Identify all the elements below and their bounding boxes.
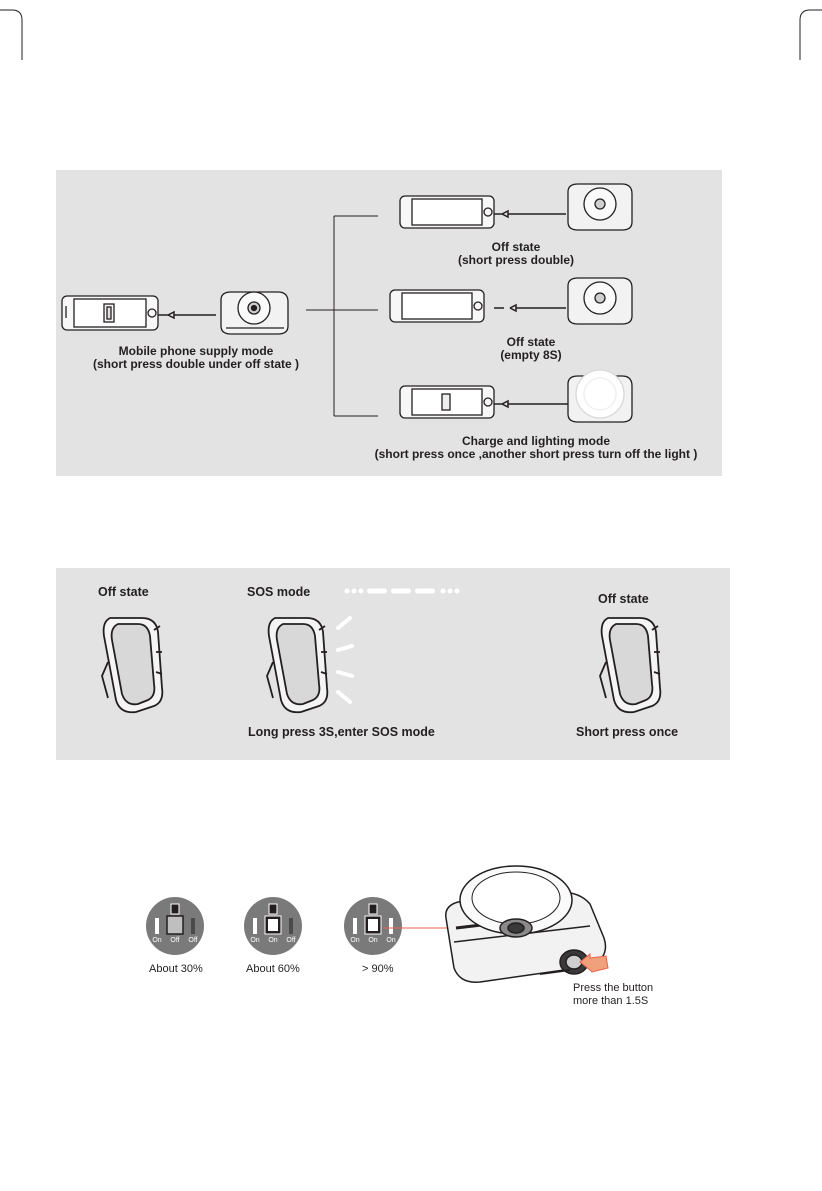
indicator-caption-30: About 30%	[149, 963, 203, 975]
branch1-label-line1: Off state	[491, 240, 541, 254]
cable	[494, 211, 566, 217]
lit-power-bank-icon	[568, 370, 632, 422]
cable	[158, 312, 216, 318]
branch2-label-line1: Off state	[506, 335, 556, 349]
indicator-label: On	[386, 937, 396, 944]
headlamp-side-view-left	[96, 612, 168, 718]
indicator-label: Off	[286, 937, 296, 944]
left-label-line1: Mobile phone supply mode	[118, 344, 274, 358]
indicator-label: On	[268, 937, 278, 944]
phone-icon	[400, 196, 494, 228]
short-press-caption: Short press once	[576, 725, 679, 739]
branch-bracket	[296, 170, 386, 430]
phone-icon	[62, 296, 158, 330]
indicator-caption-60: About 60%	[246, 963, 300, 975]
indicator-label: On	[350, 937, 360, 944]
crop-mark-left	[0, 0, 30, 60]
power-bank-icon	[568, 184, 632, 230]
indicator-label: Off	[188, 937, 198, 944]
cable	[494, 401, 568, 407]
phone-icon	[390, 290, 484, 322]
indicator-label: On	[368, 937, 378, 944]
branch2-illustration	[386, 278, 646, 328]
branch3-illustration	[396, 370, 656, 426]
branch2-label-line2: (empty 8S)	[500, 348, 562, 362]
left-label-line2: (short press double under off state )	[92, 357, 299, 371]
headlamp-side-view-middle	[261, 612, 333, 718]
phone-supply-diagram-panel	[56, 170, 722, 476]
unplugged-cable	[494, 305, 566, 311]
sos-mode-title: SOS mode	[247, 585, 311, 599]
battery-indicator-60	[243, 896, 303, 956]
indicator-label: Off	[170, 937, 180, 944]
off-state-title-left: Off state	[98, 585, 149, 599]
branch1-illustration	[396, 184, 656, 234]
press-instruction-line2: more than 1.5S	[573, 995, 649, 1007]
press-instruction-line1: Press the button	[573, 982, 654, 994]
long-press-caption: Long press 3S,enter SOS mode	[248, 725, 435, 739]
sos-mode-panel	[56, 568, 730, 760]
light-rays-icon	[334, 612, 364, 712]
branch3-label-line2: (short press once ,another short press turn off the light )	[374, 447, 698, 461]
indicator-caption-90: > 90%	[362, 963, 394, 975]
power-bank-icon	[221, 292, 288, 334]
crop-mark-right	[792, 0, 822, 60]
off-state-title-right: Off state	[598, 592, 649, 606]
battery-indicator-30	[145, 896, 205, 956]
power-bank-icon	[568, 278, 632, 324]
branch1-label-line2: (short press double)	[457, 253, 574, 267]
phone-icon	[400, 386, 494, 418]
branch3-label-line1: Charge and lighting mode	[461, 434, 610, 448]
indicator-label: On	[250, 937, 260, 944]
indicator-label: On	[152, 937, 162, 944]
headlamp-side-view-right	[594, 612, 666, 718]
sos-pattern-icon	[344, 586, 464, 596]
power-bank-device-illustration	[440, 858, 620, 988]
phone-supply-illustration	[56, 288, 306, 338]
